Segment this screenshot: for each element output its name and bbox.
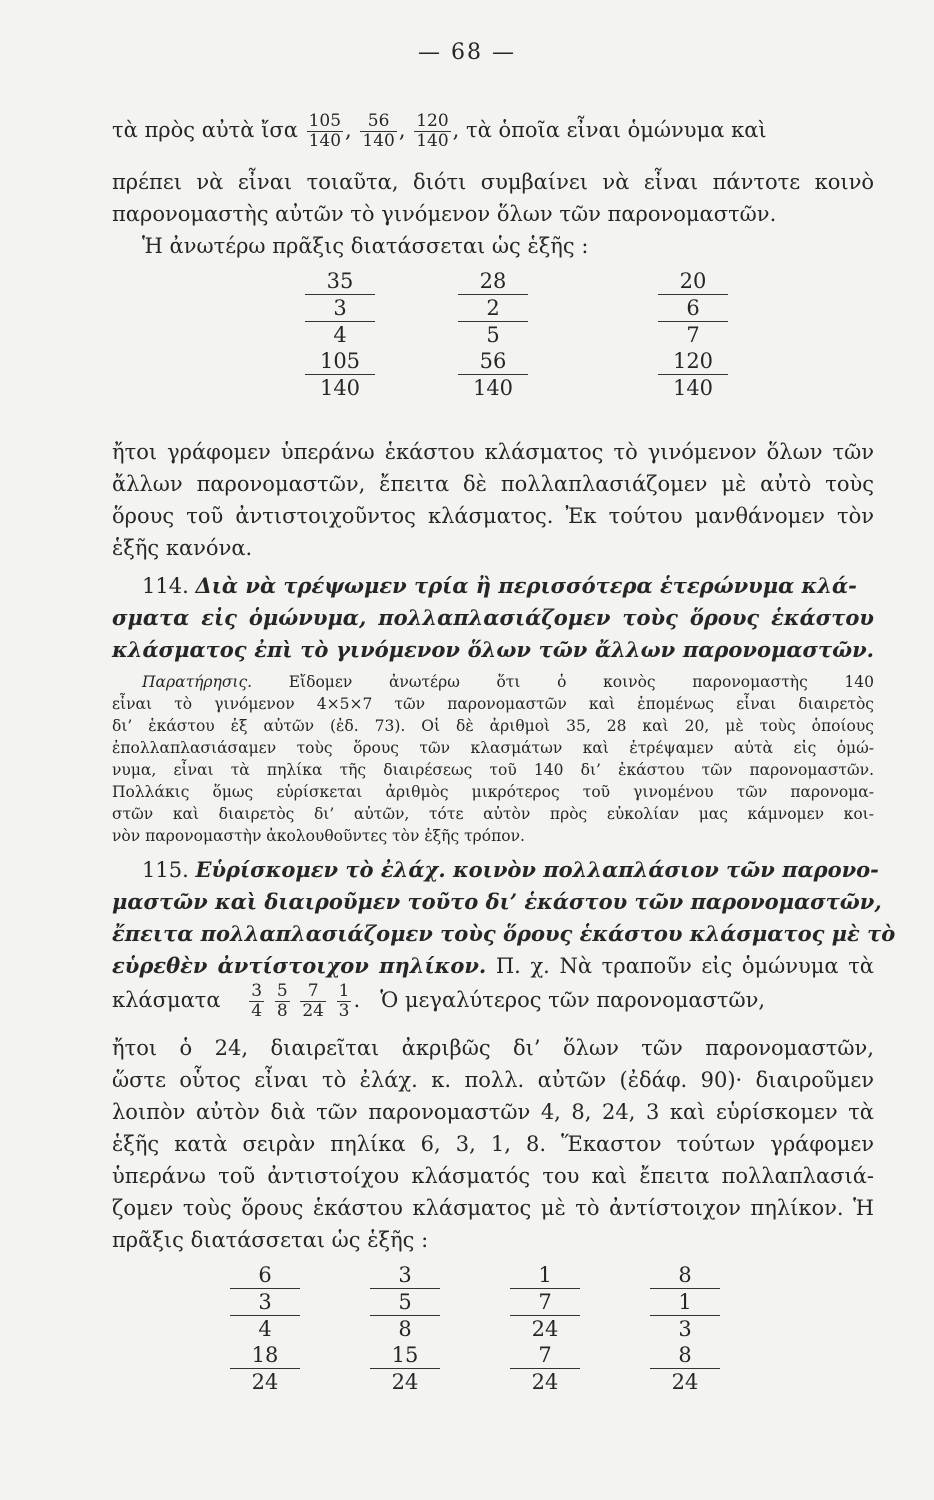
- fraction-column: 35 3 4 105 140: [305, 268, 375, 401]
- intro-tail: τὰ ὁποῖα εἶναι ὁμώνυμα καὶ: [466, 118, 767, 142]
- text-line: ἑξῆς κανόνα.: [112, 536, 253, 560]
- example-line-1: κλάσματα $\frac{3}{4}$ $\frac{5}{8}$ $\frac{7}{24}$ $\frac{1}{3}$ . Ὁ μεγαλύτερος τῶν παρονομαστῶν,: [112, 981, 766, 1021]
- section-number: 115.: [142, 858, 189, 882]
- text-line: ζομεν τοὺς ὅρους ἑκάστου κλάσματος μὲ τὸ ἀντίστοιχον πηλίκον. Ἡ: [112, 1196, 874, 1220]
- note-line: νὸν παρονομαστὴν ἀκολουθοῦντες τὸν ἑξῆς τρόπον.: [112, 827, 525, 845]
- fraction: $\frac{5}{8}$: [276, 981, 288, 1021]
- note-line: δι’ ἑκάστου ἐξ αὐτῶν (ἐδ. 73). Οἱ δὲ ἀριθμοὶ 35, 28 καὶ 20, μὲ τοὺς ὁποίους: [112, 717, 874, 735]
- fraction-column: 1 7 24 7 24: [510, 1262, 580, 1395]
- rule-text: μαστῶν καὶ διαιροῦμεν τοῦτο δι’ ἑκάστου τῶν παρονομαστῶν,: [112, 889, 882, 914]
- rule-text: κλάσματος ἐπὶ τὸ γινόμενον ὅλων τῶν ἄλλων παρονομαστῶν.: [112, 637, 874, 662]
- text-line: Ἡ ἀνωτέρω πρᾶξις διατάσσεται ὡς ἑξῆς :: [142, 234, 589, 258]
- note-line: Πολλάκις ὅμως εὑρίσκεται ἀριθμὸς μικρότερος τοῦ γινομένου τῶν παρονομα-: [112, 783, 874, 801]
- rule-text: ἔπειτα πολλαπλασιάζομεν τοὺς ὅρους ἑκάστου κλάσματος μὲ τὸ: [112, 921, 896, 946]
- example-tail: Ὁ μεγαλύτερος τῶν παρονομαστῶν,: [380, 988, 766, 1012]
- fraction-column: 20 6 7 120 140: [658, 268, 728, 401]
- text-line: παρονομαστὴς αὐτῶν τὸ γινόμενον ὅλων τῶν παρονομαστῶν.: [112, 202, 777, 226]
- note-line: νυμα, εἶναι τὰ πηλίκα τῆς διαιρέσεως τοῦ 140 δι’ ἑκάστου τῶν παρονομαστῶν.: [112, 761, 874, 779]
- text-line: ἑξῆς κατὰ σειρὰν πηλίκα 6, 3, 1, 8. Ἕκαστον τούτων γράφομεν: [112, 1132, 874, 1156]
- fraction: $\frac{7}{24}$: [302, 981, 324, 1021]
- page-number: — 68 —: [418, 40, 516, 65]
- rule-115-last-line: εὑρεθὲν ἀντίστοιχον πηλίκον. Π. χ. Νὰ τραποῦν εἰς ὁμώνυμα τὰ: [112, 953, 874, 978]
- note-line: εἶναι τὸ γινόμενον 4×5×7 τῶν παρονομαστῶν καὶ ἑπομένως εἶναι διαιρετὸς: [112, 695, 874, 713]
- text-line: ὑπεράνω τοῦ ἀντιστοίχου κλάσματός του καὶ ἔπειτα πολλαπλασιά-: [112, 1164, 874, 1188]
- example-lead: κλάσματα: [112, 988, 221, 1012]
- intro-line-1: τὰ πρὸς αὐτὰ ἴσα $\frac{105}{140}$ , $\frac{56}{140}$ , $\frac{120}{140}$ , τὰ ὁποῖα εἶναι ὁμώνυμα καὶ: [112, 111, 767, 151]
- section-number: 114.: [142, 574, 189, 598]
- fraction-column: 3 5 8 15 24: [370, 1262, 440, 1395]
- text-line: ἄλλων παρονομαστῶν, ἔπειτα δὲ πολλαπλασιάζομεν μὲ αὐτὸ τοὺς: [112, 472, 874, 496]
- fraction-column: 8 1 3 8 24: [650, 1262, 720, 1395]
- note-label: Παρατήρησις.: [142, 673, 253, 691]
- fraction-column: 6 3 4 18 24: [230, 1262, 300, 1395]
- text-line: λοιπὸν αὐτὸν διὰ τῶν παρονομαστῶν 4, 8, 24, 3 καὶ εὑρίσκομεν τὰ: [112, 1100, 874, 1124]
- fraction: $\frac{105}{140}$: [308, 111, 342, 151]
- rule-text: σματα εἰς ὁμώνυμα, πολλαπλασιάζομεν τοὺς ὅρους ἑκάστου: [112, 605, 874, 630]
- text-line: ἤτοι ὁ 24, διαιρεῖται ἀκριβῶς δι’ ὅλων τῶν παρονομαστῶν,: [112, 1036, 874, 1060]
- note-line-1: Παρατήρησις. Εἴδομεν ἀνωτέρω ὅτι ὁ κοινὸς παρονομαστὴς 140: [142, 673, 874, 691]
- intro-lead: τὰ πρὸς αὐτὰ ἴσα: [112, 118, 298, 142]
- text-line: ἤτοι γράφομεν ὑπεράνω ἑκάστου κλάσματος τὸ γινόμενον ὅλων τῶν: [112, 440, 874, 464]
- fraction: $\frac{3}{4}$: [251, 981, 263, 1021]
- note-line: ἐπολλαπλασιάσαμεν τοὺς ὅρους τῶν κλασμάτων καὶ ἐτρέψαμεν αὐτὰ εἰς ὁμώ-: [112, 739, 874, 757]
- rule-115-line-1: [142, 856, 879, 884]
- fraction: $\frac{1}{3}$: [338, 981, 350, 1021]
- fraction: $\frac{56}{140}$: [362, 111, 395, 151]
- rule-text: Εὑρίσκομεν τὸ ἐλάχ. κοινὸν πολλαπλάσιον τῶν παρονο-: [195, 857, 879, 882]
- rule-text: Διὰ νὰ τρέψωμεν τρία ἢ περισσότερα ἑτερώνυμα κλά-: [195, 573, 857, 598]
- text-line: πρᾶξις διατάσσεται ὡς ἑξῆς :: [112, 1228, 429, 1252]
- fraction-column: 28 2 5 56 140: [458, 268, 528, 401]
- rule-114-line-1: [142, 572, 874, 600]
- fraction: $\frac{120}{140}$: [416, 111, 449, 151]
- text-line: πρέπει νὰ εἶναι τοιαῦτα, διότι συμβαίνει νὰ εἶναι πάντοτε κοινὸ: [112, 170, 874, 194]
- note-line: στῶν καὶ διαιρετὸς δι’ αὐτῶν, τότε αὐτὸν πρὸς εὐκολίαν μας κάμνομεν κοι-: [112, 805, 874, 823]
- text-line: ὅρους τοῦ ἀντιστοιχοῦντος κλάσματος. Ἐκ τούτου μανθάνομεν τὸν: [112, 504, 874, 528]
- text-line: ὥστε οὗτος εἶναι τὸ ἐλάχ. κ. πολλ. αὐτῶν (ἐδάφ. 90)· διαιροῦμεν: [112, 1068, 874, 1092]
